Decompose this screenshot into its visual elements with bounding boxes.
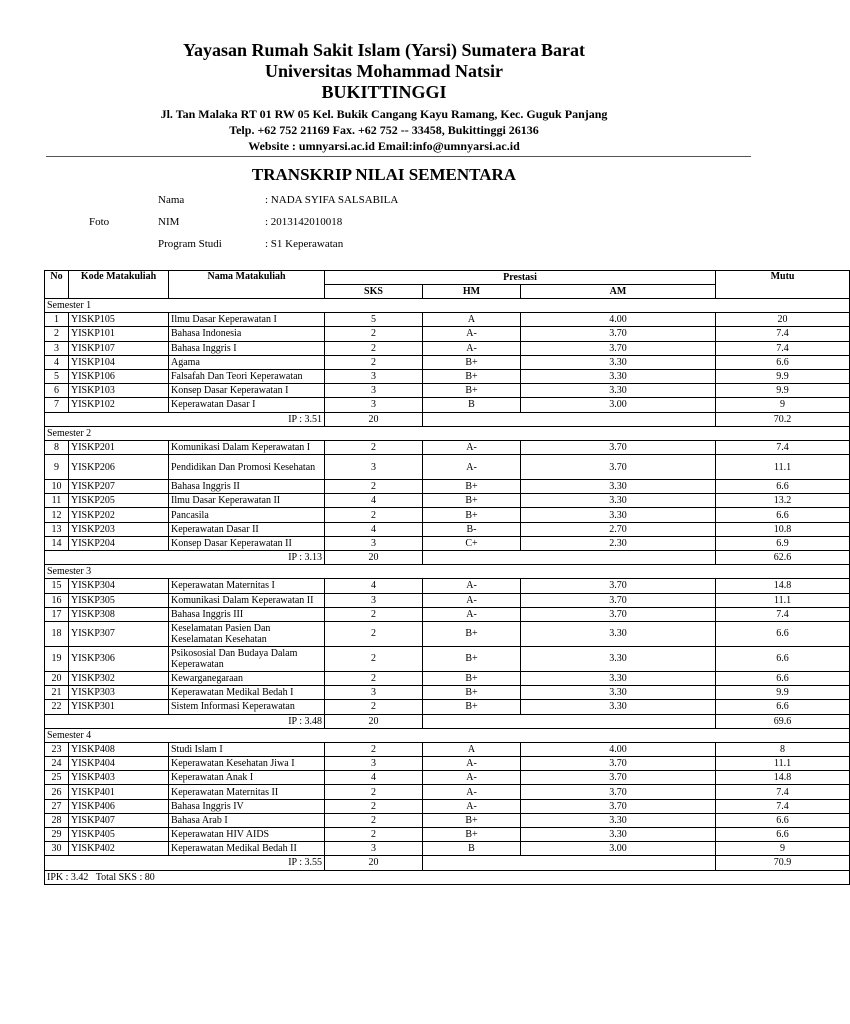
cell-nama: Komunikasi Dalam Keperawatan I xyxy=(169,440,325,454)
col-kode: Kode Matakuliah xyxy=(69,271,169,299)
cell-mutu: 7.4 xyxy=(716,785,850,799)
col-mutu: Mutu xyxy=(716,271,850,299)
cell-nama: Keperawatan Kesehatan Jiwa I xyxy=(169,757,325,771)
semester-total-sks: 20 xyxy=(325,856,423,870)
cell-nama: Konsep Dasar Keperawatan II xyxy=(169,536,325,550)
cell-am: 3.70 xyxy=(521,593,716,607)
table-row xyxy=(45,369,850,383)
cell-nama: Ilmu Dasar Keperawatan II xyxy=(169,494,325,508)
cell-mutu: 9.9 xyxy=(716,686,850,700)
cell-sks: 3 xyxy=(325,536,423,550)
letterhead xyxy=(0,40,768,154)
cell-no: 30 xyxy=(45,842,69,856)
table-row xyxy=(45,440,850,454)
table-row xyxy=(45,742,850,756)
table-row xyxy=(45,536,850,550)
nama-value: : NADA SYIFA SALSABILA xyxy=(265,194,399,206)
cell-no: 25 xyxy=(45,771,69,785)
cell-hm: A- xyxy=(423,607,521,621)
table-row xyxy=(45,785,850,799)
semester-blank xyxy=(423,714,716,728)
city-name: BUKITTINGGI xyxy=(321,82,447,102)
cell-am: 3.30 xyxy=(521,355,716,369)
semester-row xyxy=(45,565,850,579)
cell-kode: YISKP104 xyxy=(69,355,169,369)
cell-no: 22 xyxy=(45,700,69,714)
cell-nama: Pendidikan Dan Promosi Kesehatan xyxy=(169,455,325,480)
table-row xyxy=(45,799,850,813)
cell-am: 3.70 xyxy=(521,579,716,593)
semester-row xyxy=(45,728,850,742)
cell-no: 5 xyxy=(45,369,69,383)
semester-label: Semester 1 xyxy=(45,299,850,313)
cell-sks: 2 xyxy=(325,671,423,685)
nama-label: Nama xyxy=(158,194,185,206)
cell-sks: 2 xyxy=(325,440,423,454)
cell-no: 11 xyxy=(45,494,69,508)
cell-kode: YISKP308 xyxy=(69,607,169,621)
cell-am: 3.00 xyxy=(521,842,716,856)
cell-mutu: 9.9 xyxy=(716,384,850,398)
document-title: TRANSKRIP NILAI SEMENTARA xyxy=(251,165,517,184)
cell-mutu: 6.9 xyxy=(716,536,850,550)
cell-kode: YISKP304 xyxy=(69,579,169,593)
cell-sks: 4 xyxy=(325,771,423,785)
foto-label: Foto xyxy=(89,216,110,228)
semester-label: Semester 3 xyxy=(45,565,850,579)
cell-hm: B- xyxy=(423,522,521,536)
cell-sks: 3 xyxy=(325,369,423,383)
cell-kode: YISKP103 xyxy=(69,384,169,398)
cell-nama: Komunikasi Dalam Keperawatan II xyxy=(169,593,325,607)
cell-no: 21 xyxy=(45,686,69,700)
cell-sks: 4 xyxy=(325,579,423,593)
cell-kode: YISKP107 xyxy=(69,341,169,355)
cell-no: 23 xyxy=(45,742,69,756)
cell-am: 3.30 xyxy=(521,369,716,383)
cell-nama: Kewarganegaraan xyxy=(169,671,325,685)
cell-nama: Bahasa Inggris I xyxy=(169,341,325,355)
cell-hm: A- xyxy=(423,440,521,454)
cell-hm: A- xyxy=(423,593,521,607)
cell-kode: YISKP301 xyxy=(69,700,169,714)
cell-sks: 3 xyxy=(325,398,423,412)
cell-sks: 2 xyxy=(325,828,423,842)
cell-no: 12 xyxy=(45,508,69,522)
cell-hm: A- xyxy=(423,757,521,771)
cell-sks: 2 xyxy=(325,799,423,813)
cell-kode: YISKP102 xyxy=(69,398,169,412)
semester-summary-row xyxy=(45,551,850,565)
cell-hm: B xyxy=(423,398,521,412)
cell-sks: 3 xyxy=(325,686,423,700)
cell-nama: Keselamatan Pasien Dan Keselamatan Kesehatan xyxy=(169,621,325,646)
cell-no: 26 xyxy=(45,785,69,799)
cell-sks: 2 xyxy=(325,607,423,621)
cell-nama: Bahasa Arab I xyxy=(169,813,325,827)
cell-no: 2 xyxy=(45,327,69,341)
cell-no: 6 xyxy=(45,384,69,398)
table-row xyxy=(45,700,850,714)
semester-row xyxy=(45,299,850,313)
table-row xyxy=(45,607,850,621)
semester-total-mutu: 70.9 xyxy=(716,856,850,870)
cell-nama: Falsafah Dan Teori Keperawatan xyxy=(169,369,325,383)
prodi-label: Program Studi xyxy=(158,238,222,250)
cell-no: 10 xyxy=(45,480,69,494)
cell-am: 2.70 xyxy=(521,522,716,536)
table-row xyxy=(45,508,850,522)
semester-label: Semester 4 xyxy=(45,728,850,742)
cell-kode: YISKP404 xyxy=(69,757,169,771)
cell-nama: Bahasa Indonesia xyxy=(169,327,325,341)
cell-hm: A- xyxy=(423,455,521,480)
cell-mutu: 11.1 xyxy=(716,455,850,480)
cell-sks: 2 xyxy=(325,621,423,646)
cell-kode: YISKP203 xyxy=(69,522,169,536)
table-row xyxy=(45,455,850,480)
table-row xyxy=(45,621,850,646)
cell-nama: Keperawatan HIV AIDS xyxy=(169,828,325,842)
cell-hm: B+ xyxy=(423,508,521,522)
cell-nama: Keperawatan Medikal Bedah I xyxy=(169,686,325,700)
col-nama: Nama Matakuliah xyxy=(169,271,325,299)
cell-am: 3.30 xyxy=(521,813,716,827)
cell-hm: B+ xyxy=(423,813,521,827)
cell-am: 3.30 xyxy=(521,384,716,398)
cell-nama: Keperawatan Maternitas II xyxy=(169,785,325,799)
cell-kode: YISKP302 xyxy=(69,671,169,685)
cell-no: 17 xyxy=(45,607,69,621)
cell-kode: YISKP201 xyxy=(69,440,169,454)
semester-summary-row xyxy=(45,714,850,728)
cell-am: 3.70 xyxy=(521,607,716,621)
col-sks: SKS xyxy=(325,285,423,299)
cell-mutu: 11.1 xyxy=(716,757,850,771)
cell-nama: Keperawatan Maternitas I xyxy=(169,579,325,593)
cell-mutu: 6.6 xyxy=(716,646,850,671)
cell-no: 28 xyxy=(45,813,69,827)
cell-kode: YISKP205 xyxy=(69,494,169,508)
semester-summary-row xyxy=(45,856,850,870)
cell-hm: A- xyxy=(423,785,521,799)
semester-label: Semester 2 xyxy=(45,426,850,440)
cell-mutu: 9 xyxy=(716,842,850,856)
cell-am: 3.30 xyxy=(521,828,716,842)
cell-mutu: 6.6 xyxy=(716,508,850,522)
cell-no: 7 xyxy=(45,398,69,412)
cell-hm: B+ xyxy=(423,494,521,508)
cell-sks: 3 xyxy=(325,593,423,607)
semester-total-sks: 20 xyxy=(325,714,423,728)
cell-nama: Ilmu Dasar Keperawatan I xyxy=(169,313,325,327)
semester-summary-row xyxy=(45,412,850,426)
transcript-table xyxy=(44,270,850,885)
cell-no: 8 xyxy=(45,440,69,454)
cell-am: 3.70 xyxy=(521,440,716,454)
cell-no: 24 xyxy=(45,757,69,771)
cell-nama: Bahasa Inggris II xyxy=(169,480,325,494)
table-row xyxy=(45,398,850,412)
table-row xyxy=(45,313,850,327)
cell-kode: YISKP406 xyxy=(69,799,169,813)
cell-nama: Bahasa Inggris IV xyxy=(169,799,325,813)
cell-kode: YISKP202 xyxy=(69,508,169,522)
cell-mutu: 6.6 xyxy=(716,828,850,842)
cell-mutu: 14.8 xyxy=(716,771,850,785)
cell-no: 9 xyxy=(45,455,69,480)
prodi-value: : S1 Keperawatan xyxy=(265,238,344,250)
cell-mutu: 7.4 xyxy=(716,341,850,355)
cell-no: 3 xyxy=(45,341,69,355)
cell-kode: YISKP204 xyxy=(69,536,169,550)
table-row xyxy=(45,828,850,842)
cell-no: 19 xyxy=(45,646,69,671)
cell-mutu: 6.6 xyxy=(716,671,850,685)
cell-am: 3.70 xyxy=(521,341,716,355)
cell-mutu: 7.4 xyxy=(716,607,850,621)
cell-hm: B xyxy=(423,842,521,856)
cell-no: 15 xyxy=(45,579,69,593)
table-row xyxy=(45,522,850,536)
cell-kode: YISKP206 xyxy=(69,455,169,480)
cell-kode: YISKP105 xyxy=(69,313,169,327)
cell-kode: YISKP408 xyxy=(69,742,169,756)
semester-total-sks: 20 xyxy=(325,551,423,565)
cell-no: 29 xyxy=(45,828,69,842)
cell-mutu: 7.4 xyxy=(716,327,850,341)
cell-am: 3.70 xyxy=(521,327,716,341)
phone-line: Telp. +62 752 21169 Fax. +62 752 -- 33458, Bukittinggi 26136 xyxy=(229,123,539,137)
cell-nama: Keperawatan Dasar II xyxy=(169,522,325,536)
cell-hm: B+ xyxy=(423,686,521,700)
cell-hm: A- xyxy=(423,341,521,355)
cell-sks: 3 xyxy=(325,757,423,771)
cell-kode: YISKP407 xyxy=(69,813,169,827)
semester-blank xyxy=(423,551,716,565)
table-row xyxy=(45,494,850,508)
cell-sks: 2 xyxy=(325,646,423,671)
cell-kode: YISKP405 xyxy=(69,828,169,842)
cell-nama: Agama xyxy=(169,355,325,369)
table-row xyxy=(45,771,850,785)
cell-sks: 2 xyxy=(325,341,423,355)
cell-nama: Psikososial Dan Budaya Dalam Keperawatan xyxy=(169,646,325,671)
cell-mutu: 9 xyxy=(716,398,850,412)
cell-hm: B+ xyxy=(423,828,521,842)
table-row xyxy=(45,813,850,827)
col-am: AM xyxy=(521,285,716,299)
cell-nama: Bahasa Inggris III xyxy=(169,607,325,621)
cell-kode: YISKP307 xyxy=(69,621,169,646)
semester-ip: IP : 3.51 xyxy=(45,412,325,426)
semester-total-mutu: 69.6 xyxy=(716,714,850,728)
cell-hm: B+ xyxy=(423,621,521,646)
cell-am: 3.00 xyxy=(521,398,716,412)
cell-hm: B+ xyxy=(423,700,521,714)
cell-hm: B+ xyxy=(423,384,521,398)
cell-no: 20 xyxy=(45,671,69,685)
cell-am: 3.30 xyxy=(521,700,716,714)
cell-no: 27 xyxy=(45,799,69,813)
cell-mutu: 7.4 xyxy=(716,799,850,813)
cell-no: 4 xyxy=(45,355,69,369)
cell-mutu: 6.6 xyxy=(716,480,850,494)
cell-no: 1 xyxy=(45,313,69,327)
semester-ip: IP : 3.13 xyxy=(45,551,325,565)
cell-sks: 2 xyxy=(325,813,423,827)
cell-kode: YISKP403 xyxy=(69,771,169,785)
cell-am: 4.00 xyxy=(521,742,716,756)
cell-nama: Sistem Informasi Keperawatan xyxy=(169,700,325,714)
website-line: Website : umnyarsi.ac.id Email:info@umnyarsi.ac.id xyxy=(248,139,520,153)
cell-mutu: 14.8 xyxy=(716,579,850,593)
table-row xyxy=(45,384,850,398)
header-divider xyxy=(46,156,751,157)
nim-label: NIM xyxy=(158,216,180,228)
table-row xyxy=(45,646,850,671)
cell-hm: B+ xyxy=(423,646,521,671)
cell-am: 3.30 xyxy=(521,686,716,700)
table-row xyxy=(45,579,850,593)
cell-sks: 5 xyxy=(325,313,423,327)
semester-total-mutu: 70.2 xyxy=(716,412,850,426)
semester-blank xyxy=(423,856,716,870)
cell-mutu: 7.4 xyxy=(716,440,850,454)
ipk-row xyxy=(45,870,850,884)
cell-nama: Studi Islam I xyxy=(169,742,325,756)
cell-sks: 4 xyxy=(325,494,423,508)
cell-am: 3.70 xyxy=(521,455,716,480)
cell-nama: Konsep Dasar Keperawatan I xyxy=(169,384,325,398)
table-row xyxy=(45,327,850,341)
cell-hm: A- xyxy=(423,579,521,593)
col-prestasi: Prestasi xyxy=(325,271,716,285)
cell-kode: YISKP101 xyxy=(69,327,169,341)
cell-mutu: 11.1 xyxy=(716,593,850,607)
cell-sks: 2 xyxy=(325,480,423,494)
cell-am: 3.70 xyxy=(521,771,716,785)
cell-kode: YISKP305 xyxy=(69,593,169,607)
cell-am: 3.30 xyxy=(521,621,716,646)
cell-hm: B+ xyxy=(423,480,521,494)
cell-am: 3.30 xyxy=(521,508,716,522)
university-name: Universitas Mohammad Natsir xyxy=(265,61,503,81)
cell-sks: 2 xyxy=(325,742,423,756)
semester-blank xyxy=(423,412,716,426)
cell-nama: Keperawatan Medikal Bedah II xyxy=(169,842,325,856)
table-row xyxy=(45,341,850,355)
cell-mutu: 8 xyxy=(716,742,850,756)
cell-nama: Keperawatan Dasar I xyxy=(169,398,325,412)
cell-no: 14 xyxy=(45,536,69,550)
cell-am: 3.70 xyxy=(521,757,716,771)
cell-mutu: 6.6 xyxy=(716,813,850,827)
cell-kode: YISKP106 xyxy=(69,369,169,383)
cell-no: 18 xyxy=(45,621,69,646)
cell-am: 3.30 xyxy=(521,646,716,671)
address-line: Jl. Tan Malaka RT 01 RW 05 Kel. Bukik Cangang Kayu Ramang, Kec. Guguk Panjang xyxy=(160,107,608,121)
cell-am: 3.70 xyxy=(521,785,716,799)
cell-hm: A- xyxy=(423,771,521,785)
cell-mutu: 13.2 xyxy=(716,494,850,508)
cell-sks: 2 xyxy=(325,700,423,714)
table-row xyxy=(45,757,850,771)
cell-no: 13 xyxy=(45,522,69,536)
col-no: No xyxy=(45,271,69,299)
cell-hm: B+ xyxy=(423,355,521,369)
cell-am: 4.00 xyxy=(521,313,716,327)
cell-sks: 4 xyxy=(325,522,423,536)
cell-sks: 2 xyxy=(325,508,423,522)
semester-ip: IP : 3.55 xyxy=(45,856,325,870)
cell-hm: A- xyxy=(423,799,521,813)
cell-kode: YISKP207 xyxy=(69,480,169,494)
cell-hm: B+ xyxy=(423,671,521,685)
cell-hm: C+ xyxy=(423,536,521,550)
table-row xyxy=(45,671,850,685)
semester-ip: IP : 3.48 xyxy=(45,714,325,728)
cell-sks: 2 xyxy=(325,355,423,369)
cell-kode: YISKP401 xyxy=(69,785,169,799)
semester-total-mutu: 62.6 xyxy=(716,551,850,565)
table-row xyxy=(45,593,850,607)
col-hm: HM xyxy=(423,285,521,299)
foundation-name: Yayasan Rumah Sakit Islam (Yarsi) Sumatera Barat xyxy=(182,40,586,60)
table-row xyxy=(45,842,850,856)
semester-total-sks: 20 xyxy=(325,412,423,426)
cell-hm: A- xyxy=(423,327,521,341)
cell-am: 3.30 xyxy=(521,494,716,508)
semester-row xyxy=(45,426,850,440)
cell-am: 3.70 xyxy=(521,799,716,813)
cell-hm: A xyxy=(423,742,521,756)
ipk-summary: IPK : 3.42 Total SKS : 80 xyxy=(45,870,850,884)
cell-sks: 2 xyxy=(325,327,423,341)
cell-sks: 3 xyxy=(325,384,423,398)
nim-value: : 2013142010018 xyxy=(265,216,343,228)
table-row xyxy=(45,480,850,494)
cell-sks: 3 xyxy=(325,842,423,856)
cell-kode: YISKP402 xyxy=(69,842,169,856)
cell-am: 2.30 xyxy=(521,536,716,550)
cell-no: 16 xyxy=(45,593,69,607)
cell-mutu: 6.6 xyxy=(716,355,850,369)
cell-kode: YISKP303 xyxy=(69,686,169,700)
cell-hm: A xyxy=(423,313,521,327)
cell-am: 3.30 xyxy=(521,480,716,494)
cell-mutu: 20 xyxy=(716,313,850,327)
table-row xyxy=(45,686,850,700)
cell-sks: 2 xyxy=(325,785,423,799)
cell-mutu: 6.6 xyxy=(716,700,850,714)
cell-kode: YISKP306 xyxy=(69,646,169,671)
cell-mutu: 9.9 xyxy=(716,369,850,383)
table-row xyxy=(45,355,850,369)
cell-mutu: 6.6 xyxy=(716,621,850,646)
cell-mutu: 10.8 xyxy=(716,522,850,536)
cell-nama: Pancasila xyxy=(169,508,325,522)
cell-nama: Keperawatan Anak I xyxy=(169,771,325,785)
cell-hm: B+ xyxy=(423,369,521,383)
cell-sks: 3 xyxy=(325,455,423,480)
cell-am: 3.30 xyxy=(521,671,716,685)
